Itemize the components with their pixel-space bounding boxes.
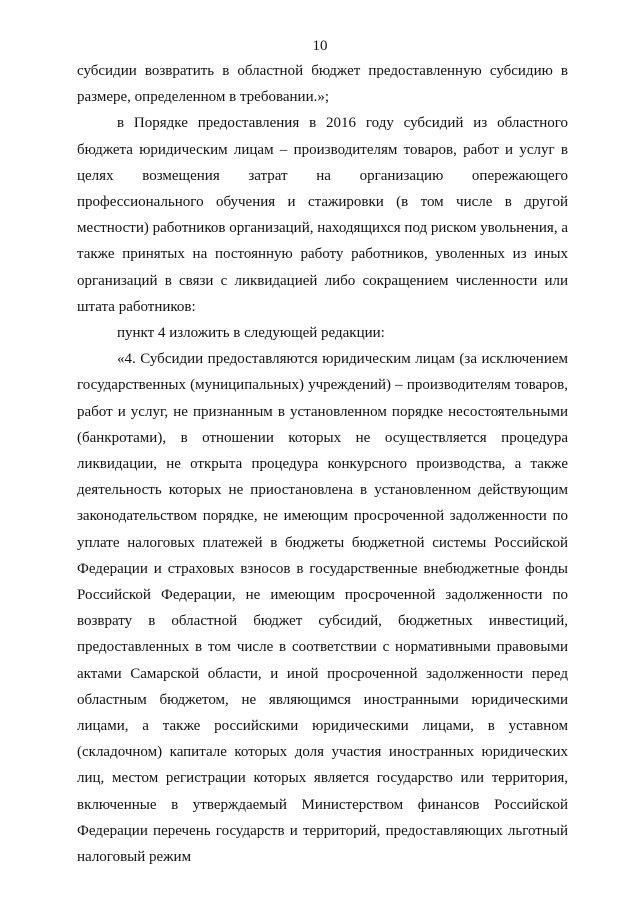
page-number: 10 xyxy=(312,38,328,54)
document-body xyxy=(77,58,568,870)
paragraph-2: в Порядке предоставления в 2016 году субсидий из областного бюджета юридическим лицам – производителям товаров, работ и услуг в целях возмещения затрат на организацию опережающего профессионального обучения и стажировки (в том числе в другой местности) работников организаций, находящихся под риском увольнения, а также принятых на постоянную работу работников, уволенных из иных организаций в связи с ликвидацией либо сокращением численности или штата работников: xyxy=(77,115,568,315)
paragraph-1: субсидии возвратить в областной бюджет предоставленную субсидию в размере, определенном в требовании.»; xyxy=(77,63,568,106)
paragraph-4: «4. Субсидии предоставляются юридическим лицам (за исключением государственных (муниципальных) учреждений) – производителям товаров, работ и услуг, не признанным в установленном порядке несостоятельными (банкротами), в отношении которых не осуществляется процедура ликвидации, не открыта процедура конкурсного производства, а также деятельность которых не приостановлена в установленном действующим законодательством порядке, не имеющим просроченной задолженности по уплате налоговых платежей в бюджеты бюджетной системы Российской Федерации и страховых взносов в государственные внебюджетные фонды Российской Федерации, не имеющим просроченной задолженности по возврату в областной бюджет субсидий, бюджетных инвестиций, предоставленных в том числе в соответствии с нормативными правовыми актами Самарской области, и иной просроченной задолженности перед областным бюджетом, не являющимся иностранными юридическими лицами, а также российскими юридическими лицами, в уставном (складочном) капитале которых доля участия иностранных юридических лиц, местом регистрации которых является государство или территория, включенные в утверждаемый Министерством финансов Российской Федерации перечень государств и территорий, предоставляющих льготный налоговый режим xyxy=(77,351,568,866)
paragraph-3: пункт 4 изложить в следующей редакции: xyxy=(117,325,385,342)
